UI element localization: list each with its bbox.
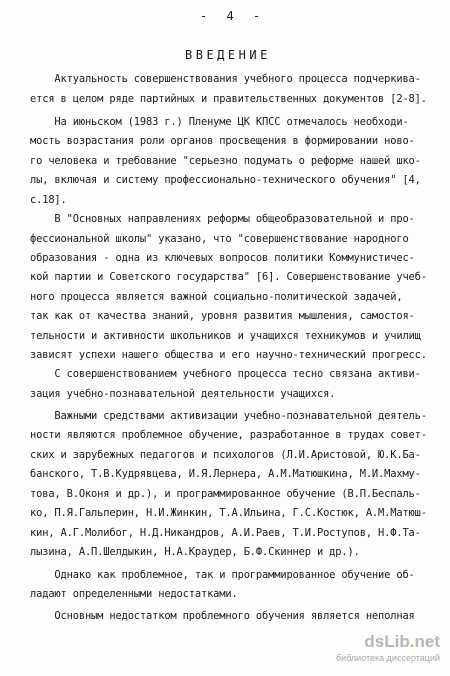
watermark-subtitle: библиотека диссертаций: [335, 653, 440, 663]
watermark: [330, 632, 440, 670]
body-line: образования - одна из ключевых вопросов политики Коммунистичес-: [30, 252, 415, 264]
body-line: так как от качества знаний, уровня развития мышления, самостоя-: [30, 310, 415, 322]
watermark-logo-dot: .: [409, 632, 415, 651]
body-line: това, В.Оконя и др.), и программированное обучение (В.П.Беспаль-: [30, 488, 421, 500]
body-line: ских и зарубежных педагогов и психологов (Л.И.Аристовой, Ю.К.Ба-: [30, 449, 421, 461]
body-line: зависят успехи нашего общества и его научно-технический прогресс.: [30, 349, 427, 361]
body-line: лызина, А.П.Шелдыкин, Н.А.Краудер, Б.Ф.Скиннер и др.).: [30, 546, 360, 558]
watermark-logo-right: net: [414, 632, 440, 651]
body-line: ко, П.Я.Гальперин, Н.И.Жинкин, Т.А.Ильина, Г.С.Костюк, А.М.Матюш-: [30, 507, 427, 519]
body-line: Актуальность совершенствования учебного процесса подчеркива-: [30, 73, 421, 85]
watermark-logo-left: dsLib: [364, 632, 410, 651]
body-line: Однако как проблемное, так и программированное обучение об-: [30, 569, 415, 581]
body-line: мость возрастания роли органов просвещения в формировании ново-: [30, 135, 415, 147]
body-line: зация учебно-познавательной деятельности учащихся.: [30, 388, 336, 400]
body-line: с.18].: [30, 194, 67, 206]
body-line: В "Основных направлениях реформы общеобразовательной и про-: [30, 213, 415, 225]
body-line: Важными средствами активизации учебно-познавательной деятель-: [30, 410, 427, 422]
section-heading: ВВЕДЕНИЕ: [185, 48, 271, 62]
body-line: банского, Т.В.Кудрявцева, И.Я.Лернера, А.М.Матюшкина, М.И.Махму-: [30, 468, 421, 480]
body-line: ного процесса является важной социально-политической задачей,: [30, 291, 403, 303]
body-line: лы, включая и систему профессионально-технического обучения" [4,: [30, 174, 421, 186]
body-line: ности являются проблемное обучение, разработанное в трудах совет-: [30, 429, 427, 441]
body-line: кой партии и Советского государства" [6]. Совершенствование учеб-: [30, 271, 427, 283]
page-number: - 4 -: [200, 9, 267, 23]
body-line: ется в целом ряде партийных и правительственных документов [2-8].: [30, 93, 427, 105]
body-line: тельности и активности школьников и учащихся техникумов и училищ: [30, 330, 421, 342]
body-line: Основным недостатком проблемного обучения является неполная: [30, 610, 415, 622]
body-line: С совершенствованием учебного процесса тесно связана активи-: [30, 368, 421, 380]
body-line: кин, А.Г.Молибог, Н.Д.Никандров, А.И.Раев, Т.И.Роступов, Н.Ф.Та-: [30, 527, 421, 539]
body-line: На июньском (1983 г.) Пленуме ЦК КПСС отмечалось необходи-: [30, 116, 409, 128]
body-line: го человека и требование "серьезно подумать о реформе нашей шко-: [30, 155, 421, 167]
body-line: фессиональной школы" указано, что "совершенствование народного: [30, 233, 409, 245]
watermark-logo: [330, 632, 440, 652]
body-line: ладают определенными недостатками.: [30, 588, 238, 600]
